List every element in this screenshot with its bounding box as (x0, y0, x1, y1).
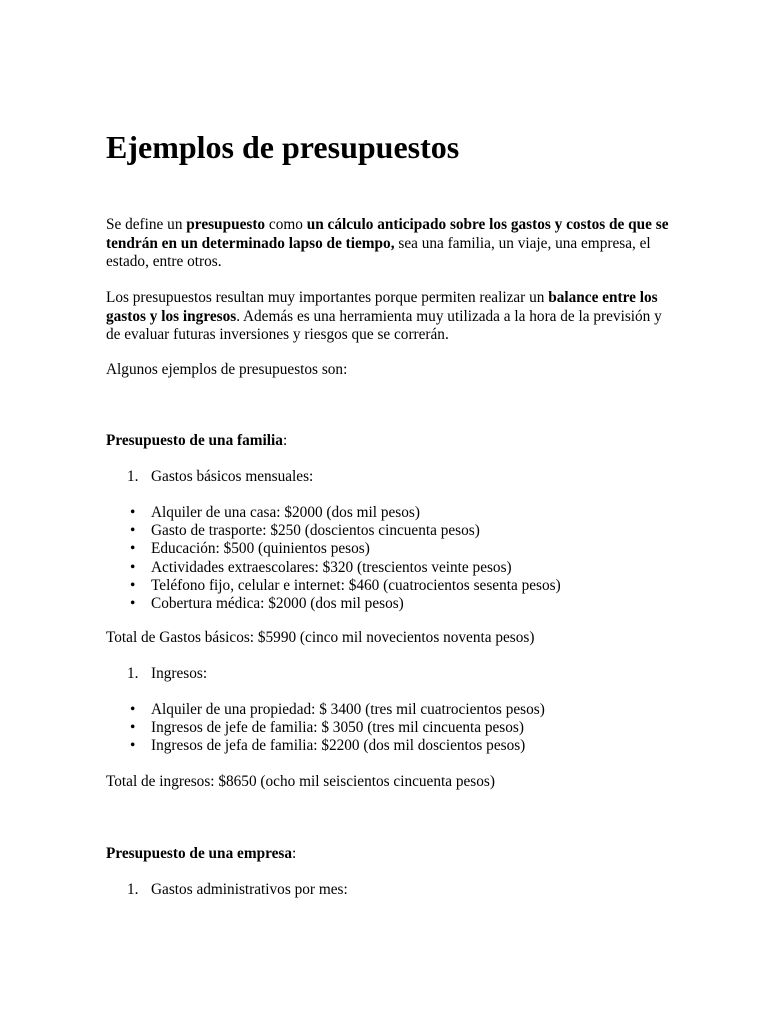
list-item-text: Ingresos de jefe de familia: $ 3050 (tres mil cincuenta pesos) (151, 719, 524, 737)
intro-bold-presupuesto: presupuesto (186, 216, 266, 233)
bullet-icon: • (130, 701, 136, 718)
intro-paragraph-importance (106, 289, 671, 345)
section-heading-empresa (106, 845, 296, 864)
list-item-text: Gasto de trasporte: $250 (doscientos cincuenta pesos) (151, 522, 480, 540)
gastos-basicos-list (130, 504, 561, 613)
list-item-text: Alquiler de una propiedad: $ 3400 (tres mil cuatrocientos pesos) (151, 701, 545, 718)
ordered-item-label: Gastos administrativos por mes: (151, 881, 348, 898)
section-heading-empresa-text: Presupuesto de una empresa (106, 845, 292, 862)
intro-paragraph-definition (106, 216, 671, 272)
bullet-icon: • (130, 558, 136, 576)
ordered-item-number: 1. (127, 665, 139, 682)
section-heading-suffix: : (282, 432, 288, 449)
page-title: Ejemplos de presupuestos (106, 129, 460, 165)
bullet-icon: • (130, 576, 136, 594)
list-item (130, 737, 545, 755)
intro-text: Los presupuestos resultan muy importantes porque permiten realizar un (106, 289, 549, 306)
list-item-text: Actividades extraescolares: $320 (trescientos veinte pesos) (151, 558, 512, 576)
list-item (130, 719, 545, 737)
intro-bold-definition: un cálculo anticipado sobre los gastos y costos de que se tendrán en un determinado lapso de tiempo, (106, 216, 669, 252)
list-item-text: Cobertura médica: $2000 (dos mil pesos) (151, 595, 404, 613)
intro-examples-line: Algunos ejemplos de presupuestos son: (106, 361, 348, 378)
bullet-icon: • (130, 737, 136, 755)
list-item (130, 595, 561, 613)
list-item-text: Teléfono fijo, celular e internet: $460 (cuatrocientos sesenta pesos) (151, 576, 561, 594)
list-item (130, 701, 545, 719)
ordered-item-number: 1. (127, 881, 139, 898)
bullet-icon: • (130, 595, 136, 613)
list-item (130, 540, 561, 558)
ingresos-list (130, 701, 545, 756)
intro-text: Se define un (106, 216, 187, 233)
intro-bold-balance: balance entre los gastos y los ingresos (106, 289, 658, 325)
bullet-icon: • (130, 719, 136, 737)
intro-text: . Además es una herramienta muy utilizada a la hora de la previsión y de evaluar futuras inversiones y riesgos que se correrán. (106, 307, 662, 343)
section-heading-familia (106, 432, 287, 451)
list-item (130, 522, 561, 540)
list-item-text: Ingresos de jefa de familia: $2200 (dos mil doscientos pesos) (151, 737, 526, 755)
section-heading-familia-text: Presupuesto de una familia (106, 432, 283, 449)
ordered-item-label: Gastos básicos mensuales: (151, 468, 314, 485)
ordered-item-gastos-basicos (127, 468, 313, 487)
intro-text: sea una familia, un viaje, una empresa, el estado, entre otros. (106, 234, 651, 270)
ingresos-total: Total de ingresos: $8650 (ocho mil seiscientos cincuenta pesos) (106, 773, 495, 790)
bullet-icon: • (130, 540, 136, 558)
ordered-item-gastos-administrativos (127, 881, 348, 900)
bullet-icon: • (130, 504, 136, 521)
list-item (130, 504, 561, 522)
list-item (130, 577, 561, 595)
ordered-item-label: Ingresos: (151, 665, 208, 682)
intro-text: como (265, 216, 307, 233)
ordered-item-number: 1. (127, 468, 139, 485)
ordered-item-ingresos (127, 665, 207, 684)
section-heading-suffix: : (291, 845, 297, 862)
list-item-text: Educación: $500 (quinientos pesos) (151, 540, 370, 558)
gastos-basicos-total: Total de Gastos básicos: $5990 (cinco mil novecientos noventa pesos) (106, 629, 535, 646)
list-item-text: Alquiler de una casa: $2000 (dos mil pesos) (151, 504, 420, 521)
list-item (130, 559, 561, 577)
bullet-icon: • (130, 522, 136, 540)
